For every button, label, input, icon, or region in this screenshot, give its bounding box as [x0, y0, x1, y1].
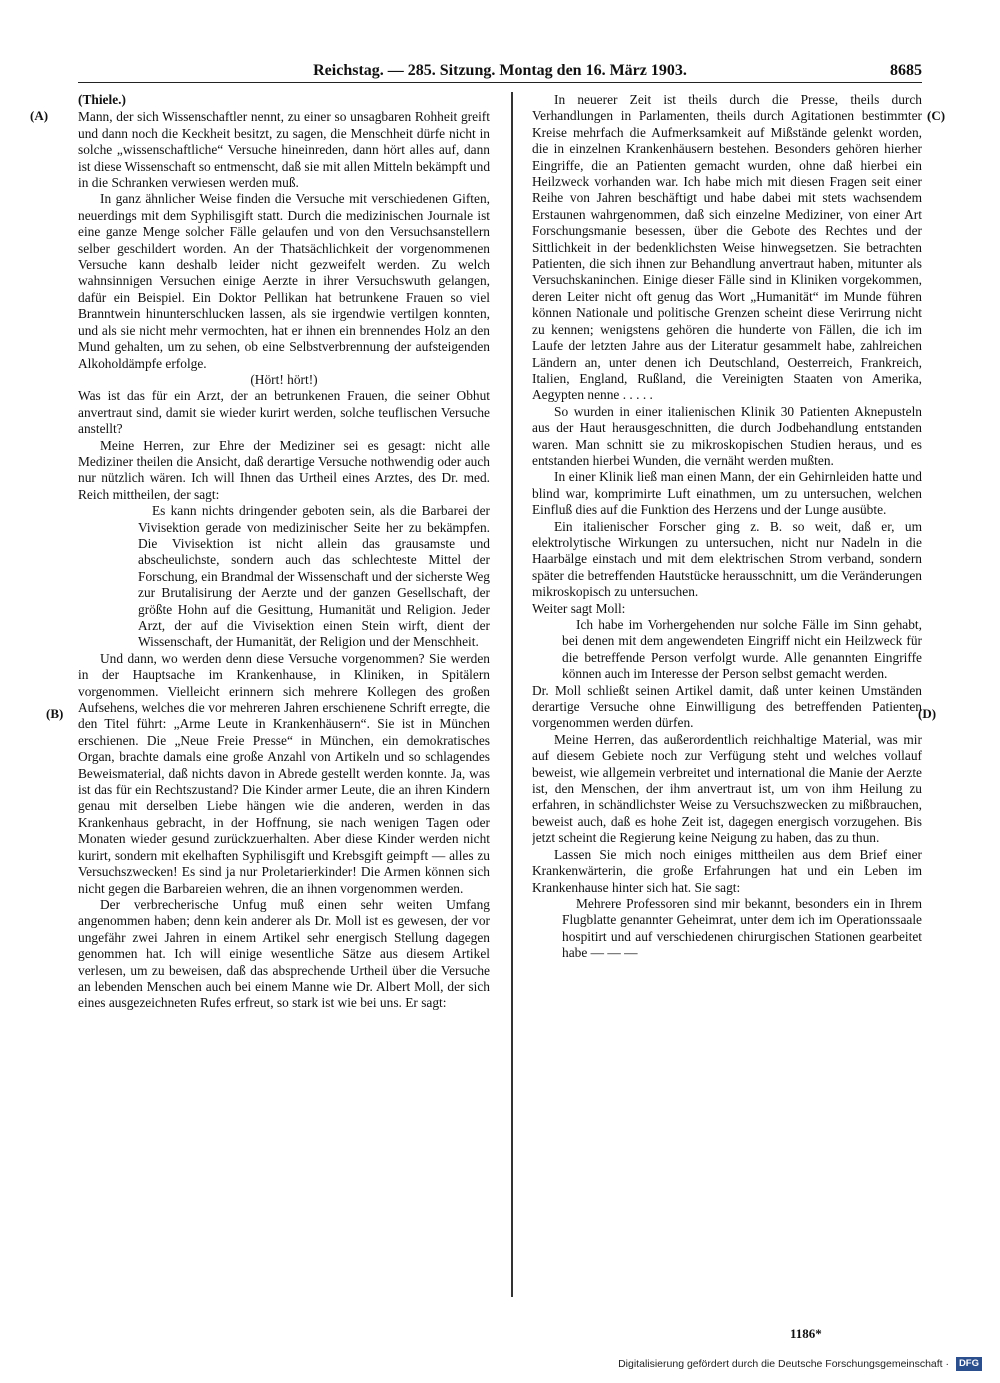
margin-marker-b: (B)	[46, 706, 64, 721]
signature-mark: 1186*	[790, 1326, 822, 1341]
right-column	[532, 92, 922, 1312]
dfg-logo-icon: DFG	[956, 1357, 982, 1371]
right-paragraph-4: Ein italienischer Forscher ging z. B. so weit, daß er, um elektrolytische Wirkungen zu untersuchen, nicht nur Nadeln in die Haarbälge einstach und mit dem elektrischen Strom verband, sondern später die betreffenden Hautstücke herausschnitt, um die Veränderungen mikroskopisch zu untersuchen.	[532, 518, 922, 600]
left-paragraph-6: Der verbrecherische Unfug muß einen sehr weiten Umfang angenommen haben; denn kein anderer als Dr. Moll ist es gewesen, der vor ungefähr zwei Jahren in einem Artikel sehr energisch Stellung dagegen genommen hat. Ich will einige wesentliche Sätze aus diesem Artikel verlesen, um zu beweisen, daß das absprechende Urtheil über die Versuche an lebenden Menschen auch bei einem Manne wie Dr. Albert Moll, der sich eines ausgezeichneten Rufes erfreut, so stark ist wie bei uns. Er sagt:	[78, 896, 490, 1011]
speaker-name: (Thiele.)	[78, 92, 126, 107]
footer-credit	[618, 1355, 982, 1373]
right-paragraph-6: Dr. Moll schließt seinen Artikel damit, daß unter keinen Umständen derartige Versuche ohne Einwilligung des betreffenden Patienten vorgenommen werden dürfen.	[532, 682, 922, 731]
right-quote-moll: Ich habe im Vorhergehenden nur solche Fälle im Sinn gehabt, bei denen mit dem angewendeten Eingriff nicht ein Heilzweck für die betreffende Person verfolgt wurde. Alle genannten Eingriffe können auch im Interesse der Person selbst gemacht werden.	[562, 617, 922, 682]
right-paragraph-1: In neuerer Zeit ist theils durch die Presse, theils durch Verhandlungen in Parlamenten, theils durch Agitationen bestimmter Kreise mehrfach die Aufmerksamkeit auf Mißstände gelenkt worden, die in einzelnen Krankenhäusern bestehen. Besonders gehören hierher Eingriffe, die an Patienten gemacht wurden, ohne daß hierbei ein Heilzweck vorhanden war. Ich habe mich mit diesen Fragen seit einer Reihe von Jahren beschäftigt und habe dabei mit stets wachsendem Erstaunen wahrgenommen, daß sich einzelne Mediziner, von einer Art Forschungsmanie besessen, über die Gebote des Rechtes und der Sittlichkeit in der bedenklichsten Weise hinwegsetzen. Sie betrachten Patienten, die sich ihnen zur Behandlung anvertraut haben, mitunter als Versuchskaninchen. Einige dieser Fälle sind in Kliniken vorgekommen, deren Leiter nicht oft genug das Wort „Humanität“ im Munde führen können Nationale und politische Grenzen scheint diese Verirrung nicht zu kennen; wenigstens gehören die hunderte von Fällen, die ich im Laufe der letzten Jahre aus der Literatur gesammelt habe, zahlreichen Ländern an, unter denen ich Deutschland, Oesterreich, Frankreich, Italien, England, Rußland, die Vereinigten Staaten von Amerika, Aegypten nenne . . . . .	[532, 92, 922, 403]
left-paragraph-2: In ganz ähnlicher Weise finden die Versuche mit verschiedenen Giften, neuerdings mit dem Syphilisgift statt. Durch die medizinischen Journale ist eine ganze Menge solcher Fälle gelaufen und von den Versuchsanstellern selber geschildert worden. An der Thatsächlichkeit der vorgenommenen Versuche kann deshalb leider nicht gezweifelt werden. Zu welch wahnsinnigen Versuchen einige Aerzte in ihrer Versuchswuth gelangen, dafür ein Beispiel. Ein Doktor Pellikan hat betrunkene Frauen so viel Branntwein hinunterschlucken lassen, als sie irgendwie vertilgen konnten, und als sie nicht mehr vermochten, hat er ihnen ein brennendes Holz an den Mund gehalten, um zu sehen, ob eine Selbstverbrennung der aufsteigenden Alkoholdämpfe erfolge.	[78, 191, 490, 371]
right-paragraph-8: Lassen Sie mich noch einiges mittheilen aus dem Brief einer Krankenwärterin, die große Erfahrungen hat und ein Leben im Krankenhause hinter sich hat. Sie sagt:	[532, 846, 922, 895]
margin-marker-a: (A)	[30, 108, 49, 123]
margin-marker-c: (C)	[927, 108, 946, 123]
margin-marker-d: (D)	[918, 706, 937, 721]
left-quote-reich: Es kann nichts dringender geboten sein, als die Barbarei der Vivisektion gerade von medizinischer Seite her zu bekämpfen. Die Vivisektion ist nicht allein das grausamste und abscheulichste, sondern auch das schlechteste Mittel der Forschung, ein Brandmal der Wissenschaft und der sicherste Weg zur Brutalisirung der Aerzte und der ganzen Gesellschaft, der größte Hohn auf die Gesittung, Humanität und Religion. Jeder Arzt, der auf die Vivisektion einen Stein wirft, dient der Wissenschaft, der Humanität, der Religion und der Menschheit.	[138, 503, 490, 650]
right-paragraph-5: Weiter sagt Moll:	[532, 600, 626, 616]
left-paragraph-4: Meine Herren, zur Ehre der Mediziner sei es gesagt: nicht alle Mediziner theilen die Ansicht, daß derartige Versuche nothwendig oder auch nur nützlich wären. Ich will Ihnen das Urtheil eines Arztes, des Dr. med. Reich mittheilen, der sagt:	[78, 437, 490, 502]
left-paragraph-1: Mann, der sich Wissenschaftler nennt, zu einer so unsagbaren Rohheit greift und dann noch die Keckheit besitzt, zu sagen, die Menschheit dürfe nicht in solche „wissenschaftliche“ Versuche hineinreden, dann hört alles auf, dann ist diese Wissenschaft so entmenscht, daß sie mit allen Mitteln bekämpft und in die Schranken verwiesen werden muß.	[78, 109, 490, 191]
column-divider	[511, 92, 513, 1297]
right-paragraph-7: Meine Herren, das außerordentlich reichhaltige Material, was mir auf diesem Gebiete noch zur Verfügung steht und welches vollauf beweist, wie allgemein verbreitet und international die Manie der Aerzte ist, den Menschen, der ihm anvertraut ist, um von ihm Heilung zu erfahren, in schändlichster Weise zu Versuchszwecken zu mißbrauchen, beweist auch, daß es hohe Zeit ist, dagegen energisch vorzugehen. Bis jetzt scheint die Regierung keine Neigung zu haben, das zu thun.	[532, 731, 922, 846]
left-paragraph-5: Und dann, wo werden denn diese Versuche vorgenommen? Sie werden in der Hauptsache im Krankenhause, in Kliniken, in Spitälern vorgenommen. Vielleicht erinnern sich mehrere Kollegen des großen Aufsehens, welches die vor mehreren Jahren erschienene Schrift erregte, die den Titel führt: „Arme Leute in Krankenhäusern“. Sie ist in München erschienen. Die „Neue Freie Presse“ in München, ein demokratisches Organ, brachte damals eine große Anzahl von Artikeln und so schlagendes Beweismaterial, daß nichts davon in Abrede gestellt werden konnte. Ja, was ist das für ein Rechtszustand? Die Kinder armer Leute, die an ihren Kindern genau mit derselben Liebe hängen wie die anderen, werden in das Krankenhaus gebracht, in der Hoffnung, sie nach wenigen Tagen oder Monaten wieder gesund zurückzuerhalten. Aber diese Kinder werden nicht kurirt, sondern mit ekelhaften Syphilisgift und Krebsgift geimpft — alles zu Versuchszwecken! Es sind ja nur Proletarierkinder! Die Armen können sich nicht gegen die Barbareien wehren, die an ihnen vorgenommen werden.	[78, 650, 490, 896]
interjection: (Hört! hört!)	[250, 371, 318, 387]
left-column	[78, 92, 490, 1312]
page-title: Reichstag. — 285. Sitzung. Montag den 16. März 1903.	[313, 62, 687, 79]
left-paragraph-3: Was ist das für ein Arzt, der an betrunkenen Frauen, die seiner Obhut anvertraut sind, damit sie wieder kurirt werden, solche teuflischen Versuche anstellt?	[78, 388, 490, 437]
right-paragraph-3: In einer Klinik ließ man einen Mann, der ein Gehirnleiden hatte und blind war, komprimirte Luft einathmen, um zu untersuchen, welchen Einfluß dies auf die Funktion des Herzens und der Lunge ausübte.	[532, 469, 922, 518]
page-number: 8685	[890, 62, 922, 79]
right-paragraph-2: So wurden in einer italienischen Klinik 30 Patienten Aknepusteln aus der Haut herausgeschnitten, die durch Jodbehandlung entstanden waren. Man schnitt sie zu mikroskopischen Studien heraus, und es entstanden hierbei Wunden, die vernäht werden mußten.	[532, 403, 922, 468]
page-header	[78, 60, 922, 83]
footer-text: Digitalisierung gefördert durch die Deutsche Forschungsgemeinschaft ·	[618, 1358, 950, 1370]
right-quote-nurse: Mehrere Professoren sind mir bekannt, besonders ein in Ihrem Flugblatte genannter Geheimrat, unter dem ich im Operationssaale hospitirt und auf verschiedenen chirurgischen Stationen gearbeitet habe — — —	[562, 895, 922, 961]
